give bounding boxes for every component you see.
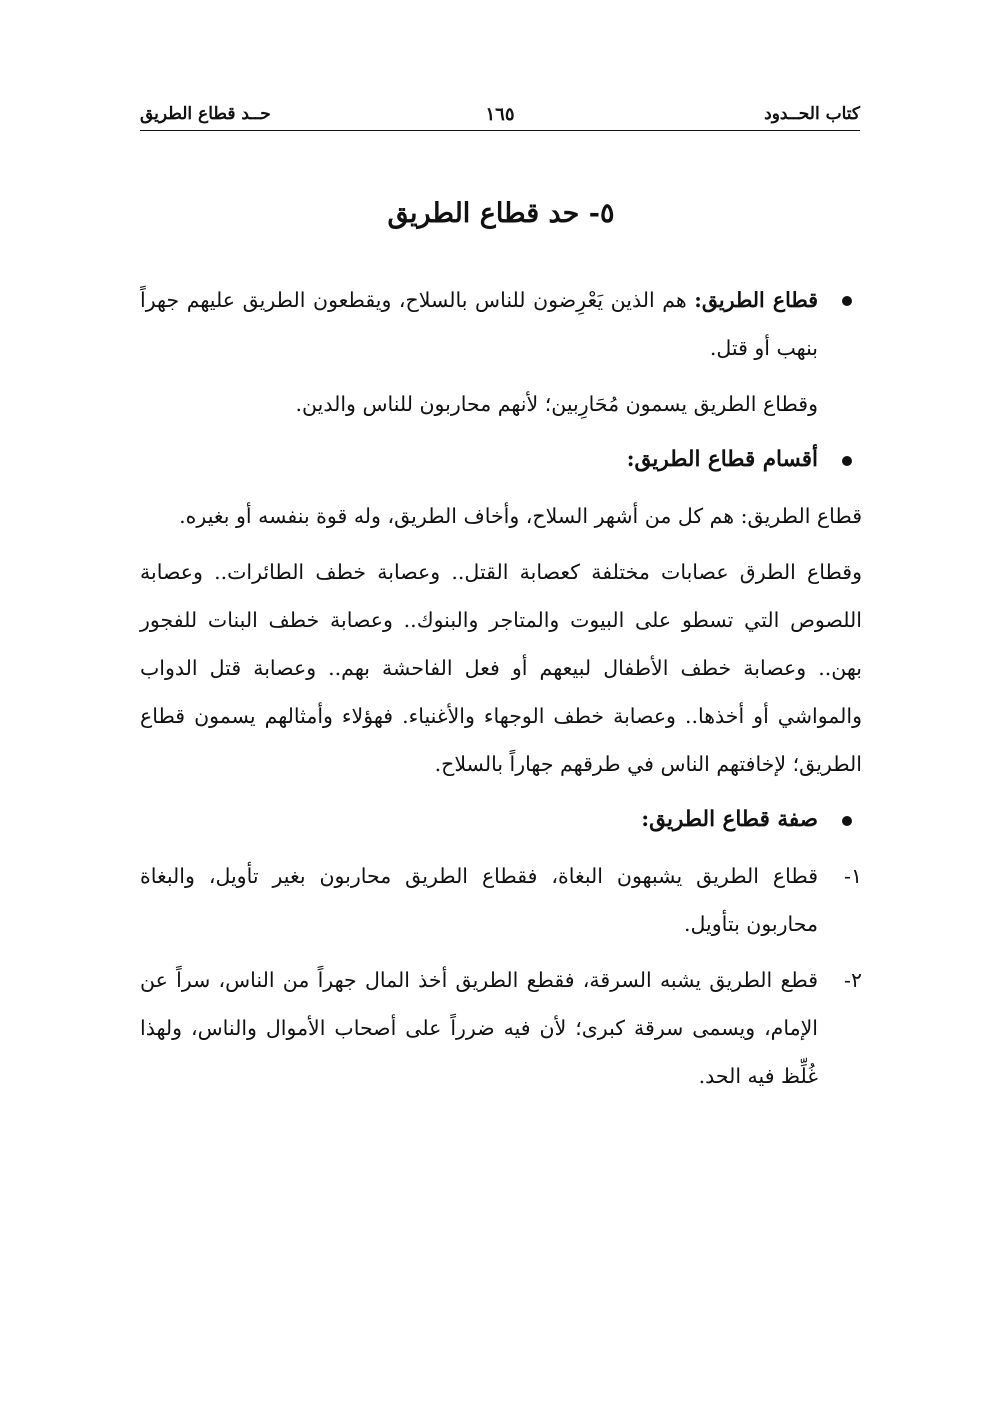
chapter-title: ٥- حد قطاع الطريق (387, 198, 615, 229)
running-header (140, 100, 860, 130)
item-text: قطع الطريق يشبه السرقة، فقطع الطريق أخذ المال جهراً من الناس، سراً عن الإمام، ويسمى سرقة كبرى؛ لأن فيه ضرراً على أصحاب الأموال والناس، ولهذا غُلِّظ فيه الحد. (140, 968, 818, 1088)
description-item-1 (140, 852, 862, 948)
item-number: ١- (844, 864, 862, 888)
description-heading (140, 796, 862, 844)
description-item-2 (140, 956, 862, 1100)
types-heading (140, 436, 862, 484)
page-number: ١٦٥ (485, 104, 515, 125)
item-text: قطاع الطريق يشبهون البغاة، فقطاع الطريق محاربون بغير تأويل، والبغاة محاربون بتأويل. (140, 864, 818, 936)
item-number: ٢- (844, 968, 862, 992)
description-heading-text: صفة قطاع الطريق: (641, 807, 818, 832)
header-rule (140, 130, 860, 131)
definition-text: هم الذين يَعْرِضون للناس بالسلاح، ويقطعون الطريق عليهم جهراً بنهب أو قتل. (140, 288, 818, 360)
bullet-icon (842, 296, 852, 306)
types-paragraph-2: وقطاع الطرق عصابات مختلفة كعصابة القتل.. وعصابة خطف الطائرات.. وعصابة اللصوص التي تسطو على البيوت والمتاجر والبنوك.. وعصابة خطف البنات للفجور بهن.. وعصابة خطف الأطفال لبيعهم أو فعل الفاحشة بهم.. وعصابة قتل الدواب والمواشي أو أخذها.. وعصابة خطف الوجهاء والأغنياء. فهؤلاء وأمثالهم يسمون قطاع الطريق؛ لإخافتهم الناس في طرقهم جهاراً بالسلاح. (140, 560, 862, 776)
header-section-title: حــد قطاع الطريق (140, 104, 271, 124)
types-heading-text: أقسام قطاع الطريق: (626, 447, 818, 472)
definition-bullet (140, 276, 862, 372)
definition-term: قطاع الطريق: (694, 288, 818, 312)
page-body (140, 190, 862, 1108)
definition-note: وقطاع الطريق يسمون مُحَارِبين؛ لأنهم محاربون للناس والدين. (295, 392, 818, 416)
types-paragraph-1: قطاع الطريق: هم كل من أشهر السلاح، وأخاف الطريق، وله قوة بنفسه أو بغيره. (179, 504, 862, 528)
bullet-icon (842, 456, 852, 466)
header-book-title: كتاب الحــدود (764, 104, 860, 124)
bullet-icon (842, 816, 852, 826)
